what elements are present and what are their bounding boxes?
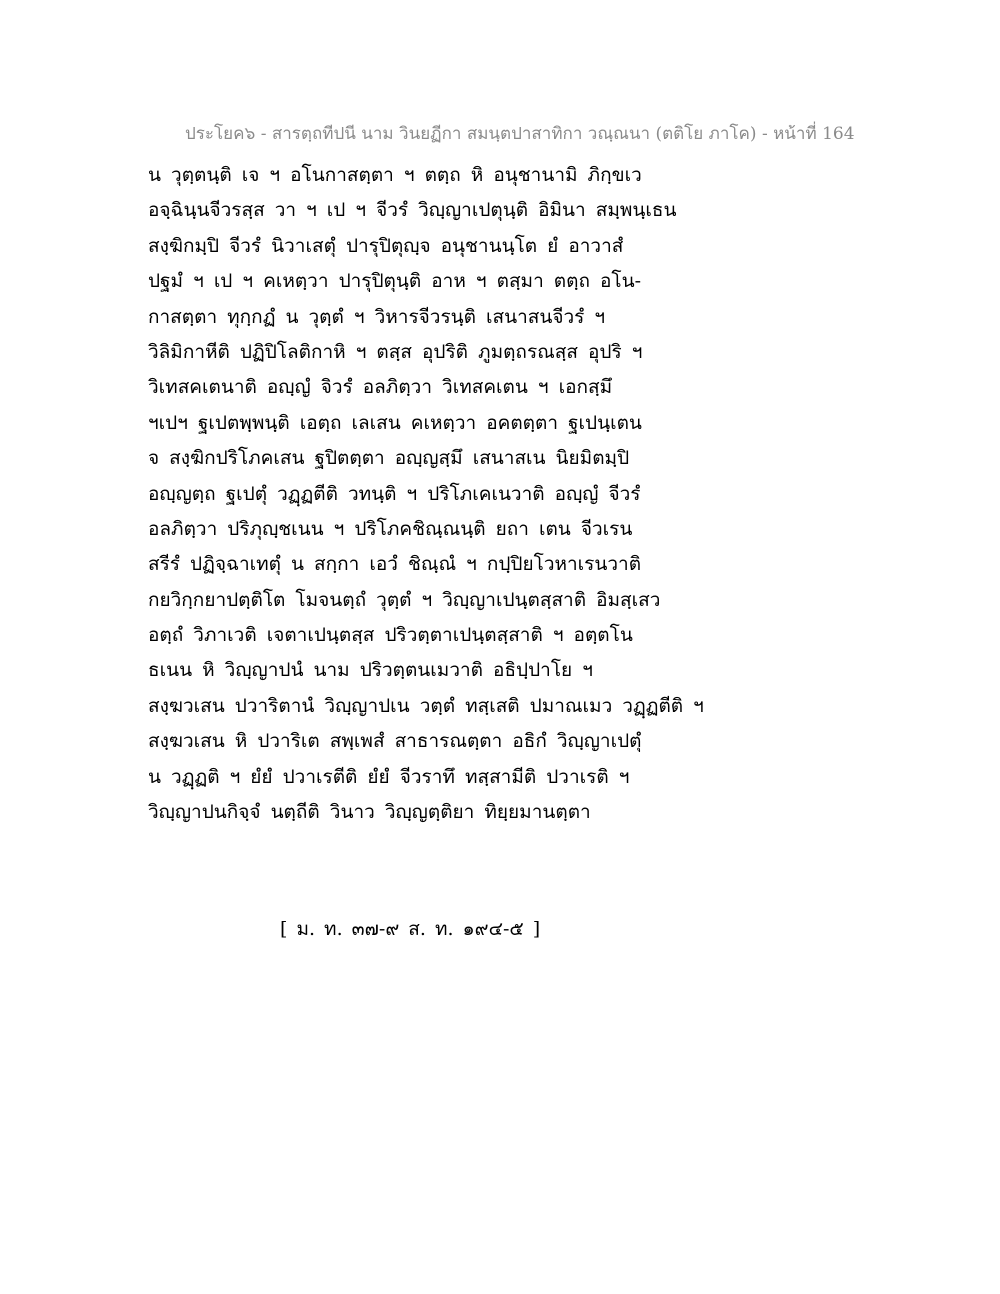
- text-line: กยวิกฺกยาปตฺติโต โมจนตฺถํ วุตฺตํ ฯ วิญฺญาเปนฺตสฺสาติ อิมสฺเสว: [148, 588, 661, 611]
- text-line: สรีรํ ปฏิจฺฉาเทตุํ น สกฺกา เอวํ ชิณฺณํ ฯ กปฺปิยโวหาเรนวาติ: [148, 553, 642, 576]
- body-text: [148, 158, 868, 830]
- text-line: ฯเปฯ ฐเปตพฺพนฺติ เอตฺถ เลเสน คเหตฺวา อคตตฺตา ฐเปนฺเตน: [148, 411, 642, 434]
- text-line: วิญฺญาปนกิจฺจํ นตฺถีติ วินาว วิญฺญตฺติยา ทิยฺยมานตฺตา: [148, 801, 591, 824]
- text-line: น วุตฺตนฺติ เจ ฯ อโนกาสตฺตา ฯ ตตฺถ หิ อนุชานามิ ภิกฺขเว: [148, 164, 642, 186]
- text-line: ธเนน หิ วิญฺญาปนํ นาม ปริวตฺตนเมวาติ อธิปฺปาโย ฯ: [148, 659, 593, 682]
- text-line: อตฺถํ วิภาเวติ เจตาเปนฺตสฺส ปริวตฺตาเปนฺตสฺสาติ ฯ อตฺตโน: [148, 624, 633, 647]
- page-header: ประโยค๖ - สารตฺถทีปนี นาม วินยฏีกา สมนฺตปาสาทิกา วณฺณนา (ตติโย ภาโค) - หน้าที่ 164: [185, 124, 855, 144]
- text-line: วิลิมิกาหีติ ปฏิปิโลติกาหิ ฯ ตสฺส อุปริติ ภูมตฺถรณสฺส อุปริ ฯ: [148, 340, 643, 363]
- source-reference: [ ม. ท. ๓๗-๙ ส. ท. ๑๙๔-๕ ]: [280, 918, 541, 940]
- text-line: ปฐมํ ฯ เป ฯ คเหตฺวา ปารุปิตุนฺติ อาห ฯ ตสฺมา ตตฺถ อโน-: [148, 270, 642, 293]
- text-line: อญฺญตฺถ ฐเปตุํ วฏฺฏตีติ วทนฺติ ฯ ปริโภเคเนวาติ อญฺญํ จีวรํ: [148, 482, 641, 505]
- text-line: น วฏฺฏติ ฯ ยํยํ ปวาเรตีติ ยํยํ จีวราทึ ทสฺสามีติ ปวาเรติ ฯ: [148, 765, 630, 788]
- text-line: วิเทสคเตนาติ อญฺญํ จิวรํ อลภิตฺวา วิเทสคเตน ฯ เอกสฺมึ: [148, 376, 613, 399]
- text-line: สงฺฆิกมฺปิ จีวรํ นิวาเสตุํ ปารุปิตุญฺจ อนุชานนฺโต ยํ อาวาสํ: [148, 234, 624, 257]
- text-line: อลภิตฺวา ปริภุญฺชเนน ฯ ปริโภคชิณฺณนฺติ ยถา เตน จีวเรน: [148, 517, 633, 540]
- text-line: อจฺฉินฺนจีวรสฺส วา ฯ เป ฯ จีวรํ วิญฺญาเปตุนฺติ อิมินา สมฺพนฺเธน: [148, 199, 677, 222]
- text-line: จ สงฺฆิกปริโภคเสน ฐปิตตฺตา อญฺญสฺมึ เสนาสเน นิยมิตมฺปิ: [148, 447, 630, 470]
- text-line: กาสตฺตา ทุกฺกฏํ น วุตฺตํ ฯ วิหารจีวรนฺติ เสนาสนจีวรํ ฯ: [148, 305, 606, 328]
- text-line: สงฺฆวเสน ปวาริตานํ วิญฺญาปเน วตฺตํ ทสฺเสติ ปมาณเมว วฏฺฏตีติ ฯ: [148, 694, 704, 717]
- text-line: สงฺฆวเสน หิ ปวาริเต สพฺเพสํ สาธารณตฺตา อธิกํ วิญฺญาเปตุํ: [148, 730, 642, 753]
